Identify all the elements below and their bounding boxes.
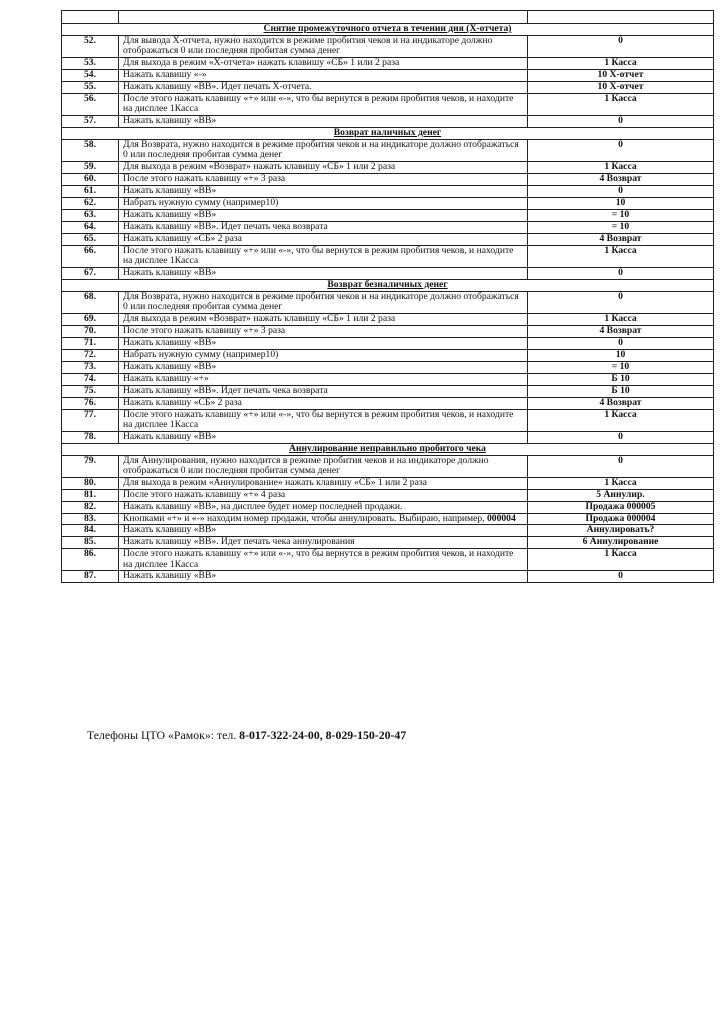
- step-row: [62, 245, 714, 267]
- display-value: 10: [528, 197, 714, 209]
- display-value: 10 Х-отчет: [528, 81, 714, 93]
- step-instruction: [119, 325, 528, 337]
- display-value: 4 Возврат: [528, 233, 714, 245]
- step-instruction: [119, 267, 528, 279]
- display-value: 1 Касса: [528, 409, 714, 431]
- step-row: [62, 313, 714, 325]
- step-number: 55.: [62, 81, 119, 93]
- step-instruction: [119, 537, 528, 549]
- step-number: 65.: [62, 233, 119, 245]
- step-row: [62, 221, 714, 233]
- step-row: [62, 267, 714, 279]
- display-value: = 10: [528, 221, 714, 233]
- display-value: = 10: [528, 209, 714, 221]
- display-value: 0: [528, 35, 714, 57]
- step-number: 72.: [62, 349, 119, 361]
- step-instruction-text: Нажать клавишу «ВВ»: [123, 208, 217, 220]
- step-instruction-text: Нажать клавишу «ВВ». Идет печать чека возврата: [123, 220, 328, 232]
- display-value: = 10: [528, 361, 714, 373]
- step-instruction-text: Нажать клавишу «ВВ»: [123, 570, 217, 582]
- step-instruction-text: После этого нажать клавишу «+» 3 раза: [123, 172, 286, 184]
- step-number: 54.: [62, 69, 119, 81]
- step-number: 56.: [62, 93, 119, 115]
- step-row: [62, 185, 714, 197]
- section-header-row: [62, 24, 714, 36]
- step-instruction-text: Для выхода в режим «Возврат» нажать клавишу «СБ» 1 или 2 раза: [123, 160, 396, 172]
- table-top-blank-row: [62, 11, 714, 24]
- step-number: 66.: [62, 245, 119, 267]
- blank-cell: [62, 11, 119, 24]
- step-instruction-text: После этого нажать клавишу «+» или «-», что бы вернутся в режим пробития чеков, и находите на дисплее 1Касса: [123, 408, 514, 431]
- step-row: [62, 489, 714, 501]
- step-row: [62, 549, 714, 571]
- step-instruction-bold: 000004: [486, 512, 516, 524]
- step-number: 75.: [62, 385, 119, 397]
- section-title: Аннулирование неправильно пробитого чека: [62, 443, 714, 455]
- step-instruction: [119, 349, 528, 361]
- step-instruction: [119, 173, 528, 185]
- display-value: 1 Касса: [528, 477, 714, 489]
- step-instruction: [119, 385, 528, 397]
- step-instruction: [119, 139, 528, 161]
- step-instruction: [119, 69, 528, 81]
- step-row: [62, 361, 714, 373]
- step-row: [62, 173, 714, 185]
- step-instruction-text: Кнопками «+» и «-» находим номер продажи, чтобы аннулировать. Выбираю, например,: [123, 512, 487, 524]
- step-row: [62, 93, 714, 115]
- step-row: [62, 397, 714, 409]
- step-instruction-text: Нажать клавишу «ВВ»: [123, 360, 217, 372]
- step-instruction-text: После этого нажать клавишу «+» или «-», что бы вернутся в режим пробития чеков, и находите на дисплее 1Касса: [123, 244, 514, 267]
- step-row: [62, 291, 714, 313]
- step-instruction-text: Для Возврата, нужно находится в режиме пробития чеков и на индикаторе должно отображаться 0 или последняя пробитая сумма денег: [123, 138, 519, 161]
- step-row: [62, 455, 714, 477]
- step-instruction-text: Нажать клавишу «-»: [123, 68, 207, 80]
- step-instruction-text: После этого нажать клавишу «+» 3 раза: [123, 324, 286, 336]
- footer-contacts: [87, 728, 406, 743]
- step-number: 63.: [62, 209, 119, 221]
- step-instruction: [119, 291, 528, 313]
- display-value: 0: [528, 115, 714, 127]
- step-number: 82.: [62, 501, 119, 513]
- step-instruction: [119, 501, 528, 513]
- step-number: 58.: [62, 139, 119, 161]
- step-instruction: [119, 115, 528, 127]
- step-number: 61.: [62, 185, 119, 197]
- display-value: 1 Касса: [528, 549, 714, 571]
- step-number: 79.: [62, 455, 119, 477]
- step-instruction-text: Для Возврата, нужно находится в режиме пробития чеков и на индикаторе должно отображаться 0 или последняя пробитая сумма денег: [123, 290, 519, 313]
- step-number: 52.: [62, 35, 119, 57]
- display-value: 5 Аннулир.: [528, 489, 714, 501]
- step-instruction: [119, 313, 528, 325]
- step-row: [62, 139, 714, 161]
- step-number: 77.: [62, 409, 119, 431]
- step-number: 76.: [62, 397, 119, 409]
- display-value: 0: [528, 139, 714, 161]
- step-instruction-text: Нажать клавишу «ВВ»: [123, 336, 217, 348]
- step-instruction-text: Нажать клавишу «ВВ». Идет печать Х-отчета.: [123, 80, 312, 92]
- section-title: Возврат наличных денег: [62, 127, 714, 139]
- step-instruction: [119, 245, 528, 267]
- step-instruction-text: Нажать клавишу «ВВ»: [123, 184, 217, 196]
- step-number: 60.: [62, 173, 119, 185]
- instruction-table: [61, 10, 714, 583]
- step-row: [62, 409, 714, 431]
- display-value: 4 Возврат: [528, 397, 714, 409]
- step-instruction: [119, 549, 528, 571]
- step-number: 86.: [62, 549, 119, 571]
- display-value: 1 Касса: [528, 161, 714, 173]
- step-instruction-text: После этого нажать клавишу «+» 4 раза: [123, 488, 286, 500]
- step-instruction-text: Нажать клавишу «ВВ». Идет печать чека аннулирования: [123, 536, 355, 548]
- display-value: Б 10: [528, 385, 714, 397]
- step-row: [62, 57, 714, 69]
- step-row: [62, 197, 714, 209]
- section-title: Снятие промежуточного отчета в течении дня (Х-отчета): [62, 24, 714, 36]
- step-instruction: [119, 221, 528, 233]
- step-instruction-text: Нажать клавишу «ВВ»: [123, 430, 217, 442]
- step-row: [62, 233, 714, 245]
- step-row: [62, 115, 714, 127]
- step-instruction-text: Нажать клавишу «ВВ»: [123, 266, 217, 278]
- step-row: [62, 537, 714, 549]
- blank-cell: [119, 11, 528, 24]
- display-value: 0: [528, 291, 714, 313]
- display-value: 10: [528, 349, 714, 361]
- display-value: 1 Касса: [528, 313, 714, 325]
- step-row: [62, 477, 714, 489]
- footer-phones: 8-017-322-24-00, 8-029-150-20-47: [239, 728, 407, 742]
- display-value: 1 Касса: [528, 245, 714, 267]
- step-instruction-text: Набрать нужную сумму (например10): [123, 196, 279, 208]
- step-instruction: [119, 233, 528, 245]
- display-value: 1 Касса: [528, 57, 714, 69]
- step-row: [62, 525, 714, 537]
- display-value: 4 Возврат: [528, 325, 714, 337]
- step-instruction: [119, 161, 528, 173]
- instruction-table-body: [62, 11, 714, 583]
- step-number: 68.: [62, 291, 119, 313]
- step-instruction: [119, 409, 528, 431]
- step-instruction: [119, 185, 528, 197]
- step-instruction-text: Нажать клавишу «ВВ». Идет печать чека возврата: [123, 384, 328, 396]
- step-number: 85.: [62, 537, 119, 549]
- step-instruction: [119, 373, 528, 385]
- step-instruction: [119, 489, 528, 501]
- step-number: 57.: [62, 115, 119, 127]
- step-number: 74.: [62, 373, 119, 385]
- step-instruction: [119, 361, 528, 373]
- step-instruction-text: Нажать клавишу «ВВ», на дисплее будет номер последней продажи.: [123, 500, 403, 512]
- section-header-row: [62, 279, 714, 291]
- step-instruction-text: Нажать клавишу «+»: [123, 372, 209, 384]
- step-instruction-text: Для Аннулирования, нужно находится в режиме пробития чеков и на индикаторе должно отображаться 0 или последняя пробитая сумма денег: [123, 454, 489, 477]
- display-value: 0: [528, 455, 714, 477]
- step-row: [62, 35, 714, 57]
- step-number: 53.: [62, 57, 119, 69]
- display-value: 0: [528, 337, 714, 349]
- step-instruction: [119, 337, 528, 349]
- step-row: [62, 373, 714, 385]
- step-row: [62, 325, 714, 337]
- display-value: 10 Х-отчет: [528, 69, 714, 81]
- display-value: Продажа 000004: [528, 513, 714, 525]
- step-row: [62, 81, 714, 93]
- step-number: 59.: [62, 161, 119, 173]
- step-instruction: [119, 513, 528, 525]
- step-instruction-text: Для выхода в режим «Аннулирование» нажать клавишу «СБ» 1 или 2 раза: [123, 476, 427, 488]
- step-instruction-text: Для вывода Х-отчета, нужно находится в режиме пробития чеков и на индикаторе должно отображаться 0 или последняя пробитая сумма денег: [123, 34, 493, 57]
- display-value: Продажа 000005: [528, 501, 714, 513]
- step-number: 67.: [62, 267, 119, 279]
- step-number: 78.: [62, 431, 119, 443]
- step-number: 73.: [62, 361, 119, 373]
- step-instruction: [119, 57, 528, 69]
- step-instruction-text: Для выхода в режим «Х-отчета» нажать клавишу «СБ» 1 или 2 раза: [123, 56, 400, 68]
- section-header-row: [62, 127, 714, 139]
- section-header-row: [62, 443, 714, 455]
- step-instruction: [119, 455, 528, 477]
- step-instruction: [119, 197, 528, 209]
- step-instruction: [119, 525, 528, 537]
- step-instruction-text: Нажать клавишу «СБ» 2 раза: [123, 396, 242, 408]
- step-number: 70.: [62, 325, 119, 337]
- step-instruction-text: Нажать клавишу «СБ» 2 раза: [123, 232, 242, 244]
- step-number: 64.: [62, 221, 119, 233]
- step-instruction-text: Нажать клавишу «ВВ»: [123, 114, 217, 126]
- step-number: 83.: [62, 513, 119, 525]
- step-instruction: [119, 209, 528, 221]
- step-row: [62, 513, 714, 525]
- step-instruction: [119, 571, 528, 583]
- step-instruction-text: Для выхода в режим «Возврат» нажать клавишу «СБ» 1 или 2 раза: [123, 312, 396, 324]
- step-instruction: [119, 397, 528, 409]
- footer-prefix: Телефоны ЦТО «Рамок»: тел.: [87, 728, 240, 742]
- step-row: [62, 337, 714, 349]
- step-number: 62.: [62, 197, 119, 209]
- step-instruction: [119, 431, 528, 443]
- step-number: 81.: [62, 489, 119, 501]
- display-value: 0: [528, 571, 714, 583]
- step-row: [62, 209, 714, 221]
- display-value: Б 10: [528, 373, 714, 385]
- display-value: Аннулировать?: [528, 525, 714, 537]
- display-value: 4 Возврат: [528, 173, 714, 185]
- step-row: [62, 349, 714, 361]
- step-instruction-text: После этого нажать клавишу «+» или «-», что бы вернутся в режим пробития чеков, и находите на дисплее 1Касса: [123, 548, 514, 570]
- step-row: [62, 501, 714, 513]
- step-instruction: [119, 81, 528, 93]
- step-number: 69.: [62, 313, 119, 325]
- step-number: 84.: [62, 525, 119, 537]
- section-title: Возврат безналичных денег: [62, 279, 714, 291]
- step-instruction: [119, 477, 528, 489]
- display-value: 0: [528, 431, 714, 443]
- step-instruction-text: Нажать клавишу «ВВ»: [123, 524, 217, 536]
- step-row: [62, 161, 714, 173]
- step-row: [62, 69, 714, 81]
- step-number: 87.: [62, 571, 119, 583]
- step-instruction-text: Набрать нужную сумму (например10): [123, 348, 279, 360]
- blank-cell: [528, 11, 714, 24]
- step-row: [62, 385, 714, 397]
- step-row: [62, 571, 714, 583]
- step-row: [62, 431, 714, 443]
- display-value: 1 Касса: [528, 93, 714, 115]
- display-value: 0: [528, 267, 714, 279]
- step-number: 71.: [62, 337, 119, 349]
- step-number: 80.: [62, 477, 119, 489]
- display-value: 6 Аннулирование: [528, 537, 714, 549]
- step-instruction: [119, 93, 528, 115]
- display-value: 0: [528, 185, 714, 197]
- step-instruction: [119, 35, 528, 57]
- step-instruction-text: После этого нажать клавишу «+» или «-», что бы вернутся в режим пробития чеков, и находите на дисплее 1Касса: [123, 92, 514, 115]
